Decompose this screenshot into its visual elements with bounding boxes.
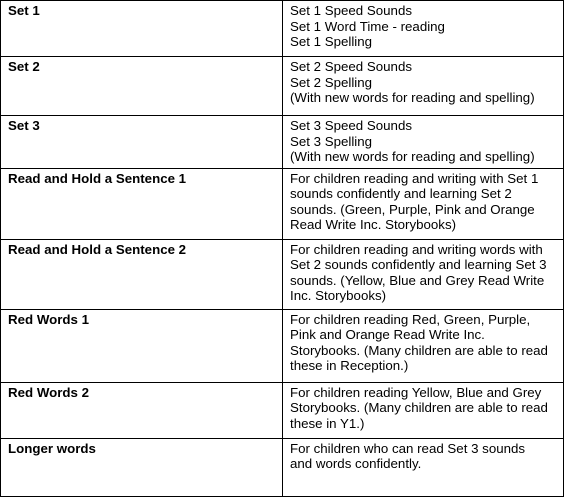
description-line: Set 2 Spelling bbox=[290, 74, 373, 90]
description-line: sounds. (Yellow, Blue and Grey Read Write bbox=[290, 272, 545, 288]
description-line: these in Y1.) bbox=[290, 415, 365, 431]
row-description bbox=[283, 116, 564, 169]
row-description bbox=[283, 57, 564, 116]
row-description bbox=[283, 1, 564, 57]
table-row bbox=[1, 239, 564, 309]
description-line: and words confidently. bbox=[290, 456, 422, 471]
row-description bbox=[283, 239, 564, 309]
table-row bbox=[1, 116, 564, 169]
row-title: Red Words 1 bbox=[1, 309, 283, 382]
row-title: Set 3 bbox=[1, 116, 283, 169]
row-description bbox=[283, 168, 564, 239]
table-row bbox=[1, 382, 564, 438]
description-line: sounds confidently and learning Set 2 bbox=[290, 186, 512, 201]
table-row bbox=[1, 438, 564, 496]
table-row bbox=[1, 57, 564, 116]
description-line: Pink and Orange Read Write Inc. bbox=[290, 327, 485, 342]
row-title: Longer words bbox=[1, 438, 283, 496]
row-description bbox=[283, 309, 564, 382]
description-line: sounds. (Green, Purple, Pink and Orange bbox=[290, 201, 535, 217]
table-row bbox=[1, 168, 564, 239]
description-line: Set 1 Word Time - reading bbox=[290, 18, 445, 34]
description-line: Storybooks. (Many children are able to read bbox=[290, 342, 548, 358]
table-row bbox=[1, 1, 564, 57]
description-line: Set 1 Spelling bbox=[290, 34, 373, 49]
row-description bbox=[283, 438, 564, 496]
description-line: Set 3 Spelling bbox=[290, 133, 373, 149]
description-line: For children reading and writing words with bbox=[290, 241, 543, 257]
description-line: (With new words for reading and spelling) bbox=[290, 149, 535, 164]
row-title: Read and Hold a Sentence 2 bbox=[1, 239, 283, 309]
row-title: Set 2 bbox=[1, 57, 283, 116]
row-title: Set 1 bbox=[1, 1, 283, 57]
table-row bbox=[1, 309, 564, 382]
description-line: Storybooks. (Many children are able to read bbox=[290, 400, 548, 415]
description-line: Set 2 sounds confidently and learning Set 3 bbox=[290, 257, 547, 272]
row-title: Read and Hold a Sentence 1 bbox=[1, 168, 283, 239]
description-line: For children who can read Set 3 sounds bbox=[290, 440, 526, 456]
description-line: (With new words for reading and spelling) bbox=[290, 90, 535, 105]
description-line: these in Reception.) bbox=[290, 358, 409, 373]
description-line: For children reading Red, Green, Purple, bbox=[290, 311, 531, 327]
row-title: Red Words 2 bbox=[1, 382, 283, 438]
description-line: Set 3 Speed Sounds bbox=[290, 118, 412, 133]
description-line: Read Write Inc. Storybooks) bbox=[290, 217, 457, 232]
description-line: Set 2 Speed Sounds bbox=[290, 59, 412, 74]
description-line: Set 1 Speed Sounds bbox=[290, 3, 412, 18]
description-line: For children reading Yellow, Blue and Grey bbox=[290, 384, 542, 400]
description-line: For children reading and writing with Set 1 bbox=[290, 170, 539, 186]
description-line: Inc. Storybooks) bbox=[290, 288, 387, 303]
row-description bbox=[283, 382, 564, 438]
